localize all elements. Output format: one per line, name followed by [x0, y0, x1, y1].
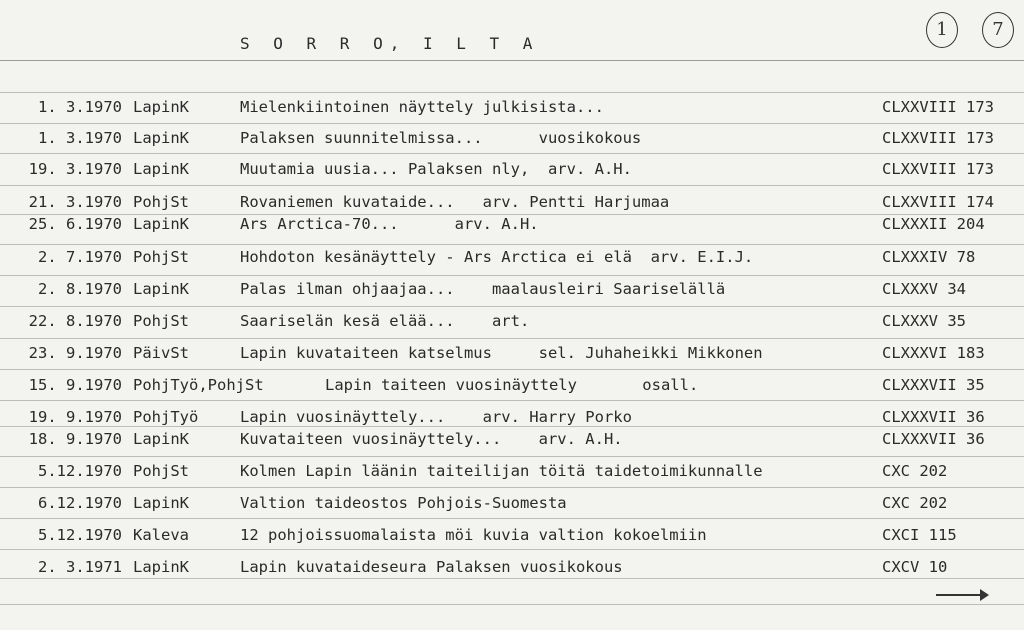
entry-text: Palaksen suunnitelmissa... vuosikokous: [240, 129, 642, 147]
rule: [0, 487, 1024, 488]
entry-ref: CLXXXVII 35: [882, 376, 985, 394]
entry-ref: CLXXXIV 78: [882, 248, 976, 266]
entry-text: Lapin kuvataideseura Palaksen vuosikokous: [240, 558, 623, 576]
entry-ref: CXCV 10: [882, 558, 948, 576]
rule: [0, 306, 1024, 307]
entry-ref: CLXXVIII 174: [882, 193, 994, 211]
list-item: [0, 248, 1024, 270]
entry-ref: CLXXXVII 36: [882, 408, 985, 426]
rule: [0, 123, 1024, 124]
rule: [0, 549, 1024, 550]
top-rule: [0, 60, 1024, 61]
entry-text: Palas ilman ohjaajaa... maalausleiri Saariselällä: [240, 280, 726, 298]
entry-text: Lapin vuosinäyttely... arv. Harry Porko: [240, 408, 632, 426]
rule: [0, 185, 1024, 186]
rule: [0, 275, 1024, 276]
entry-date: 19. 9.1970: [28, 408, 122, 426]
entry-source: PohjSt: [133, 462, 189, 480]
entry-source: Kaleva: [133, 526, 189, 544]
list-item: [0, 526, 1024, 548]
entry-date: 19. 3.1970: [28, 160, 122, 178]
entry-text: Saariselän kesä elää... art.: [240, 312, 530, 330]
entry-text: Hohdoton kesänäyttely - Ars Arctica ei elä arv. E.I.J.: [240, 248, 754, 266]
entry-ref: CLXXVIII 173: [882, 98, 994, 116]
entry-source: LapinK: [133, 558, 189, 576]
entry-date: 25. 6.1970: [28, 215, 122, 233]
entry-source: LapinK: [133, 160, 189, 178]
entry-text: Mielenkiintoinen näyttely julkisista...: [240, 98, 604, 116]
rule: [0, 518, 1024, 519]
entry-date: 1. 3.1970: [38, 98, 122, 116]
entry-date: 23. 9.1970: [28, 344, 122, 362]
entry-source: PohjSt: [133, 248, 189, 266]
entry-source: LapinK: [133, 430, 189, 448]
card-title: S O R R O, I L T A: [240, 34, 540, 53]
entry-date: 6.12.1970: [38, 494, 122, 512]
rule: [0, 400, 1024, 401]
list-item: [0, 193, 1024, 215]
list-item: [0, 129, 1024, 151]
entry-source: PäivSt: [133, 344, 189, 362]
entry-text: Muutamia uusia... Palaksen nly, arv. A.H.: [240, 160, 632, 178]
entry-ref: CLXXXV 34: [882, 280, 966, 298]
entry-source: PohjSt: [133, 193, 189, 211]
entry-text: Ars Arctica-70... arv. A.H.: [240, 215, 539, 233]
entry-source: LapinK: [133, 98, 189, 116]
list-item: [0, 312, 1024, 334]
rule: [0, 244, 1024, 245]
entry-date: 2. 8.1970: [38, 280, 122, 298]
entry-text: Kuvataiteen vuosinäyttely... arv. A.H.: [240, 430, 623, 448]
circled-number-2: 7: [982, 12, 1014, 48]
rule: [0, 604, 1024, 605]
entry-date: 1. 3.1970: [38, 129, 122, 147]
entry-text: Lapin kuvataiteen katselmus sel. Juhaheikki Mikkonen: [240, 344, 763, 362]
list-item: [0, 344, 1024, 366]
entry-text: Kolmen Lapin läänin taiteilijan töitä taidetoimikunnalle: [240, 462, 763, 480]
entry-date: 5.12.1970: [38, 462, 122, 480]
rule: [0, 456, 1024, 457]
entry-ref: CLXXXVI 183: [882, 344, 985, 362]
entry-source: PohjSt: [133, 312, 189, 330]
entry-date: 2. 7.1970: [38, 248, 122, 266]
list-item: [0, 558, 1024, 580]
entry-date: 5.12.1970: [38, 526, 122, 544]
entry-ref: CLXXXV 35: [882, 312, 966, 330]
entry-source: PohjTyö,PohjSt: [133, 376, 264, 394]
entry-ref: CLXXXVII 36: [882, 430, 985, 448]
entry-ref: CLXXVIII 173: [882, 160, 994, 178]
list-item: [0, 408, 1024, 430]
entry-date: 18. 9.1970: [28, 430, 122, 448]
list-item: [0, 430, 1024, 452]
entry-text: Lapin taiteen vuosinäyttely osall.: [325, 376, 699, 394]
entry-date: 21. 3.1970: [28, 193, 122, 211]
entry-source: LapinK: [133, 129, 189, 147]
list-item: [0, 462, 1024, 484]
rule: [0, 92, 1024, 93]
list-item: [0, 376, 1024, 398]
list-item: [0, 494, 1024, 516]
entry-text: Rovaniemen kuvataide... arv. Pentti Harjumaa: [240, 193, 670, 211]
list-item: [0, 280, 1024, 302]
entry-source: LapinK: [133, 494, 189, 512]
list-item: [0, 98, 1024, 120]
circled-number-1: 1: [926, 12, 958, 48]
entry-ref: CXC 202: [882, 494, 948, 512]
entry-source: LapinK: [133, 280, 189, 298]
entry-source: LapinK: [133, 215, 189, 233]
right-arrow-icon: [934, 586, 990, 604]
rule: [0, 369, 1024, 370]
entry-text: Valtion taideostos Pohjois-Suomesta: [240, 494, 567, 512]
entry-date: 22. 8.1970: [28, 312, 122, 330]
entry-text: 12 pohjoissuomalaista möi kuvia valtion kokoelmiin: [240, 526, 707, 544]
entry-ref: CXCI 115: [882, 526, 957, 544]
entry-date: 2. 3.1971: [38, 558, 122, 576]
entry-source: PohjTyö: [133, 408, 199, 426]
entry-ref: CLXXXII 204: [882, 215, 985, 233]
entry-ref: CXC 202: [882, 462, 948, 480]
rule: [0, 338, 1024, 339]
entry-ref: CLXXVIII 173: [882, 129, 994, 147]
entry-date: 15. 9.1970: [28, 376, 122, 394]
rule: [0, 153, 1024, 154]
list-item: [0, 160, 1024, 182]
list-item: [0, 215, 1024, 237]
